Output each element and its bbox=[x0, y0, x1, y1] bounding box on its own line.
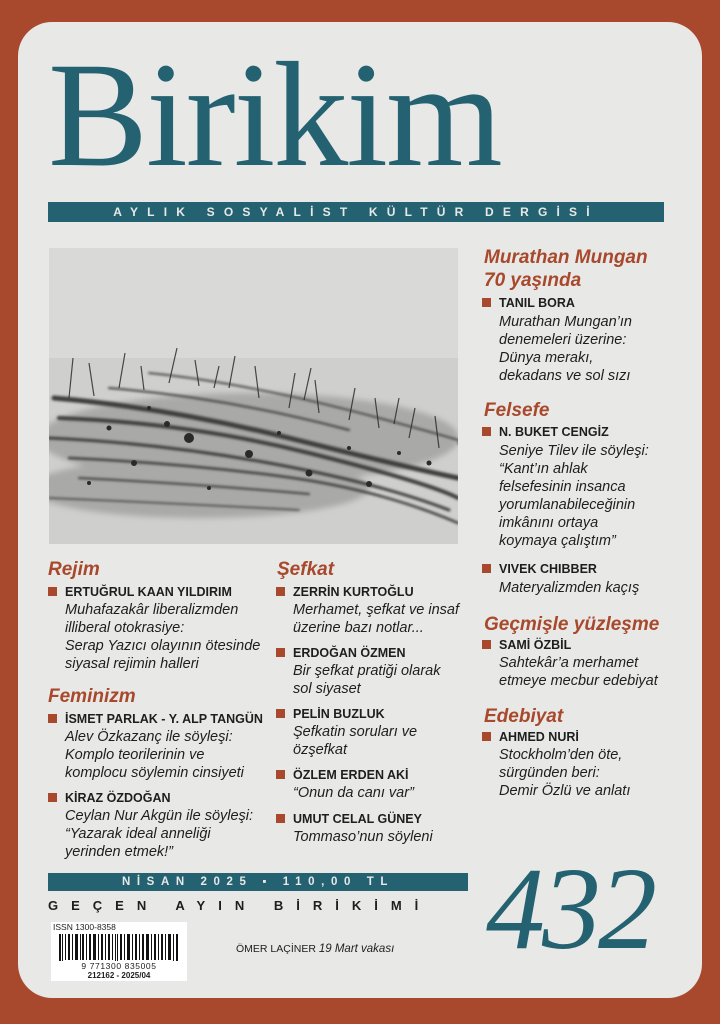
bullet-square-icon bbox=[276, 648, 285, 657]
gecen-ayin-heading: GEÇEN AYIN BİRİKİMİ bbox=[48, 898, 432, 913]
bullet-square-icon bbox=[482, 564, 491, 573]
article-title: Sahtekâr’a merhamet etmeye mecbur edebiyat bbox=[499, 655, 658, 689]
article-title: Seniye Tilev ile söyleşi: “Kant’ın ahlak felsefesinin insanca yorumlanabileceğinin imkânını ortaya koymaya çalıştım” bbox=[499, 443, 649, 549]
subtitle: AYLIK SOSYALİST KÜLTÜR DERGİSİ bbox=[113, 205, 599, 219]
article-author: PELİN BUZLUK bbox=[276, 707, 385, 721]
bullet-square-icon bbox=[276, 709, 285, 718]
article-title: Tommaso’nun söyleni bbox=[293, 829, 433, 845]
article-author: ÖZLEM ERDEN AKİ bbox=[276, 768, 409, 782]
bullet-square-icon bbox=[48, 714, 57, 723]
article-author: AHMED NURİ bbox=[482, 730, 579, 744]
article-author: İSMET PARLAK - Y. ALP TANGÜN bbox=[48, 712, 263, 726]
ink-painting-image bbox=[49, 248, 458, 544]
issue-number: 432 bbox=[486, 843, 654, 974]
article-author: ZERRİN KURTOĞLU bbox=[276, 585, 414, 599]
section-heading-felsefe: Felsefe bbox=[484, 400, 550, 421]
bullet-square-icon bbox=[482, 427, 491, 436]
barcode-digits: 9 771300 835005 bbox=[51, 961, 187, 971]
article-author: TANIL BORA bbox=[482, 296, 575, 310]
section-heading-sefkat: Şefkat bbox=[277, 559, 335, 580]
article-title: Stockholm’den öte, sürgünden beri: Demir Özlü ve anlatı bbox=[499, 747, 631, 799]
article-title: Murathan Mungan’ın denemeleri üzerine: Dünya merakı, dekadans ve sol sızı bbox=[499, 314, 632, 384]
gecen-ayin-article bbox=[236, 943, 394, 955]
price-date-bar: NİSAN 2025 ▪ 110,00 TL bbox=[48, 873, 468, 891]
article-author: ERDOĞAN ÖZMEN bbox=[276, 646, 406, 660]
section-heading-feminizm: Feminizm bbox=[48, 686, 136, 707]
article-title: Ceylan Nur Akgün ile söyleşi: “Yazarak ideal anneliği yerinden etmek!” bbox=[65, 808, 254, 860]
section-heading-mungan: Murathan Mungan bbox=[484, 247, 648, 268]
article-author: UMUT CELAL GÜNEY bbox=[276, 812, 422, 826]
article-title: Şefkatin soruları ve özşefkat bbox=[293, 724, 418, 758]
article-title: Bir şefkat pratiği olarak sol siyaset bbox=[293, 663, 441, 697]
article-author: ERTUĞRUL KAAN YILDIRIM bbox=[48, 585, 232, 599]
section-heading-mungan-2: 70 yaşında bbox=[484, 270, 582, 291]
bullet-square-icon bbox=[276, 587, 285, 596]
masthead: Birikim bbox=[48, 32, 501, 198]
article-title: “Onun da canı var” bbox=[293, 785, 414, 801]
barcode-code: 212162 - 2025/04 bbox=[51, 971, 187, 981]
article-title: Merhamet, şefkat ve insaf üzerine bazı notlar... bbox=[293, 602, 460, 636]
gecen-title: 19 Mart vakası bbox=[318, 943, 395, 955]
section-heading-rejim: Rejim bbox=[48, 559, 100, 580]
bullet-square-icon bbox=[482, 640, 491, 649]
bullet-square-icon bbox=[482, 732, 491, 741]
bullet-square-icon bbox=[276, 770, 285, 779]
bullet-square-icon bbox=[48, 793, 57, 802]
cover-artwork bbox=[49, 248, 458, 544]
issn-label: ISSN 1300-8358 bbox=[51, 922, 187, 933]
bullet-square-icon bbox=[276, 814, 285, 823]
article-title: Muhafazakâr liberalizmden illiberal otokrasiye: Serap Yazıcı olayının ötesinde siyasal rejimin halleri bbox=[65, 602, 261, 672]
section-heading-gecmis: Geçmişle yüzleşme bbox=[484, 614, 660, 635]
article-author: VIVEK CHIBBER bbox=[482, 562, 597, 576]
article-title: Alev Özkazanç ile söyleşi: Komplo teorilerinin ve komplocu söylemin cinsiyeti bbox=[65, 729, 244, 781]
article-author: KİRAZ ÖZDOĞAN bbox=[48, 791, 171, 805]
article-author: SAMİ ÖZBİL bbox=[482, 638, 571, 652]
section-heading-edebiyat: Edebiyat bbox=[484, 706, 564, 727]
magazine-cover bbox=[18, 22, 702, 998]
article-title: Materyalizmden kaçış bbox=[499, 580, 640, 596]
gecen-author: ÖMER LAÇİNER bbox=[236, 943, 316, 955]
bullet-square-icon bbox=[48, 587, 57, 596]
article-author: N. BUKET CENGİZ bbox=[482, 425, 609, 439]
bullet-square-icon bbox=[482, 298, 491, 307]
